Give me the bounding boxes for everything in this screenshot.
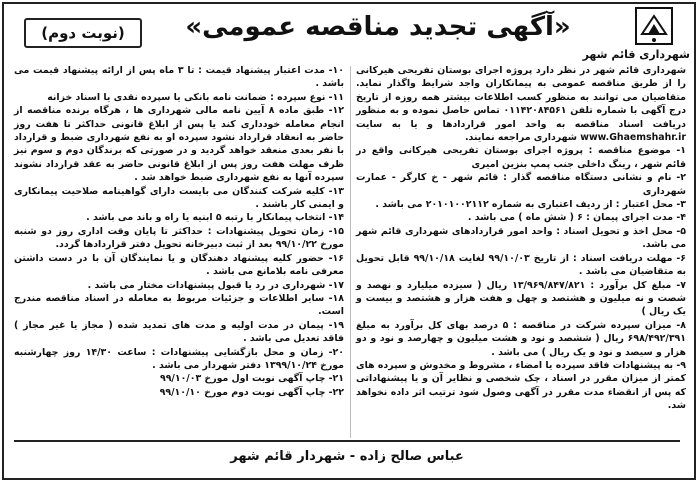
clause-18: ۱۸- سایر اطلاعات و جزئیات مربوط به معامله در اسناد مناقصه مندرج است. — [14, 292, 344, 318]
clause-8: ۸- میزان سپرده شرکت در مناقصه : ۵ درصد بهای کل برآورد به مبلغ ۶۹۸/۴۹۲/۳۹۱ ریال ( ششصد و نود و هشت میلیون و چهارصد و نود و دو هزار و سیصد و نود و یک ریال ) می باشد . — [356, 319, 686, 358]
clause-2: ۲- نام و نشانی دستگاه مناقصه گذار : قائم شهر - خ کارگر - عمارت شهرداری — [356, 172, 686, 197]
clause-22: ۲۲- چاپ آگهی نوبت دوم مورخ ۹۹/۱۰/۱۰ — [159, 386, 344, 398]
clause-19: ۱۹- پیمان در مدت اولیه و مدت های تمدید شده ( مجاز یا غیر مجاز ) فاقد تعدیل می باشد . — [14, 319, 344, 345]
clause-7: ۷- مبلغ کل برآورد : ۱۳/۹۶۹/۸۴۷/۸۲۱ ریال ( سیزده میلیارد و نهصد و شصت و نه میلیون و هشتصد و چهل و هفت هزار و هشتصد و بیست و یک ریال ) — [356, 279, 686, 318]
notice-body-right — [356, 64, 686, 413]
clause-3: ۳- محل اعتبار : از ردیف اعتباری به شماره ۲۰۱۰۱۰۰۲۱۱۲ می باشد . — [375, 199, 686, 211]
round-badge: (نوبت دوم) — [24, 18, 142, 48]
clause-9: ۹- به پیشنهادات فاقد سپرده یا امضاء ، مشروط و مخدوش و سپرده های کمتر از میزان مقرر در اسناد ، چک شخصی و نظایر آن و یا پیشنهاداتی که پس از انقضاء مدت مقرر در آگهی وصول شود ترتیب اثر داده نخواهد شد. — [356, 359, 686, 412]
clause-21: ۲۱- چاپ آگهی نوبت اول مورخ ۹۹/۱۰/۰۳ — [159, 373, 344, 385]
column-divider — [350, 66, 351, 438]
clause-14: ۱۴- انتخاب پیمانکار با رتبه ۵ ابنیه یا راه و باند می باشد . — [86, 212, 344, 224]
emblem-icon — [632, 4, 676, 48]
clause-4: ۴- مدت اجرای پیمان : ۶ ( شش ماه ) می باشد . — [467, 212, 686, 224]
clause-1: ۱- موضوع مناقصه : پروژه اجرای بوستان تفریحی هیرکانی واقع در قائم شهر ، رینگ داخلی جنب پمپ بنزین امیری — [356, 145, 686, 170]
clause-5: ۵- محل اخذ و تحویل اسناد : واحد امور قراردادهای شهرداری قائم شهر می باشد. — [356, 225, 686, 251]
clause-6: ۶- مهلت دریافت اسناد : از تاریخ ۹۹/۱۰/۰۳ لغایت ۹۹/۱۰/۱۸ قابل تحویل به متقاضیان می باشد . — [356, 252, 686, 278]
intro-paragraph: شهرداری قائم شهر در نظر دارد پروژه اجرای بوستان تفریحی هیرکانی را از طریق مناقصه عمومی به پیمانکاران واجد شرایط واگذار نماید. متقاضیان می توانند به منظور کسب اطلاعات بیشتر همه روزه از تاریخ درج آگهی با شماره تلفن ۰۱۱۴۲۰۸۴۵۶۱ تماس حاصل نموده و به منظور دریافت اسناد مناقصه به واحد امور قراردادها و یا به سایت www.Ghaemshahr.ir شهرداری مراجعه نمایند. — [356, 65, 686, 144]
mayor-signature-line: عباس صالح زاده - شهردار قائم شهر — [14, 440, 680, 474]
notice-title: «آگهی تجدید مناقصه عمومی» — [185, 12, 571, 42]
clause-10: ۱۰- مدت اعتبار پیشنهاد قیمت : تا ۳ ماه پس از ارائه پیشنهاد قیمت می باشد . — [14, 65, 344, 90]
clause-16: ۱۶- حضور کلیه پیشنهاد دهندگان و یا نمایندگان آن با در دست داشتن معرفی نامه بلامانع می باشد . — [14, 252, 344, 278]
clause-17: ۱۷- شهرداری در رد یا قبول پیشنهادات مختار می باشد . — [87, 279, 344, 291]
clause-12: ۱۲- طبق ماده ۸ آیین نامه مالی شهرداری ها ، هرگاه برنده مناقصه از انجام معامله خودداری کند یا پس از ابلاغ قانونی حداکثر تا هفت روز حاضر به انعقاد قرارداد نشود سپرده او به نفع شهرداری ضبط و قرارداد با نفر بعدی منعقد خواهد گردید و در صورتی که برندگان دوم و سوم نیز ظرف مهلت هفت روز پس از ابلاغ قانونی حاضر به عقد قرارداد نشوند سپرده آنها به نفع شهرداری ضبط خواهد شد . — [14, 105, 344, 184]
clause-13: ۱۳- کلیه شرکت کنندگان می بایست دارای گواهینامه صلاحیت پیمانکاری و ایمنی کار باشند . — [14, 185, 344, 211]
clause-15: ۱۵- زمان تحویل پیشنهادات : حداکثر تا پایان وقت اداری روز دو شنبه مورخ ۹۹/۱۰/۲۲ بعد از ثبت دبیرخانه تحویل دفتر قراردادها گردد. — [14, 225, 344, 251]
notice-body-left — [14, 64, 344, 399]
logo-text: شهرداری قائم شهر — [582, 48, 690, 61]
clause-11: ۱۱- نوع سپرده : ضمانت نامه بانکی یا سپرده نقدی یا اسناد خزانه — [47, 91, 344, 103]
clause-20: ۲۰- زمان و محل بازگشایی پیشنهادات : ساعت ۱۴/۳۰ روز چهارشنبه مورخ ۱۳۹۹/۱۰/۲۴ دفتر شهردار می باشد . — [14, 346, 344, 371]
